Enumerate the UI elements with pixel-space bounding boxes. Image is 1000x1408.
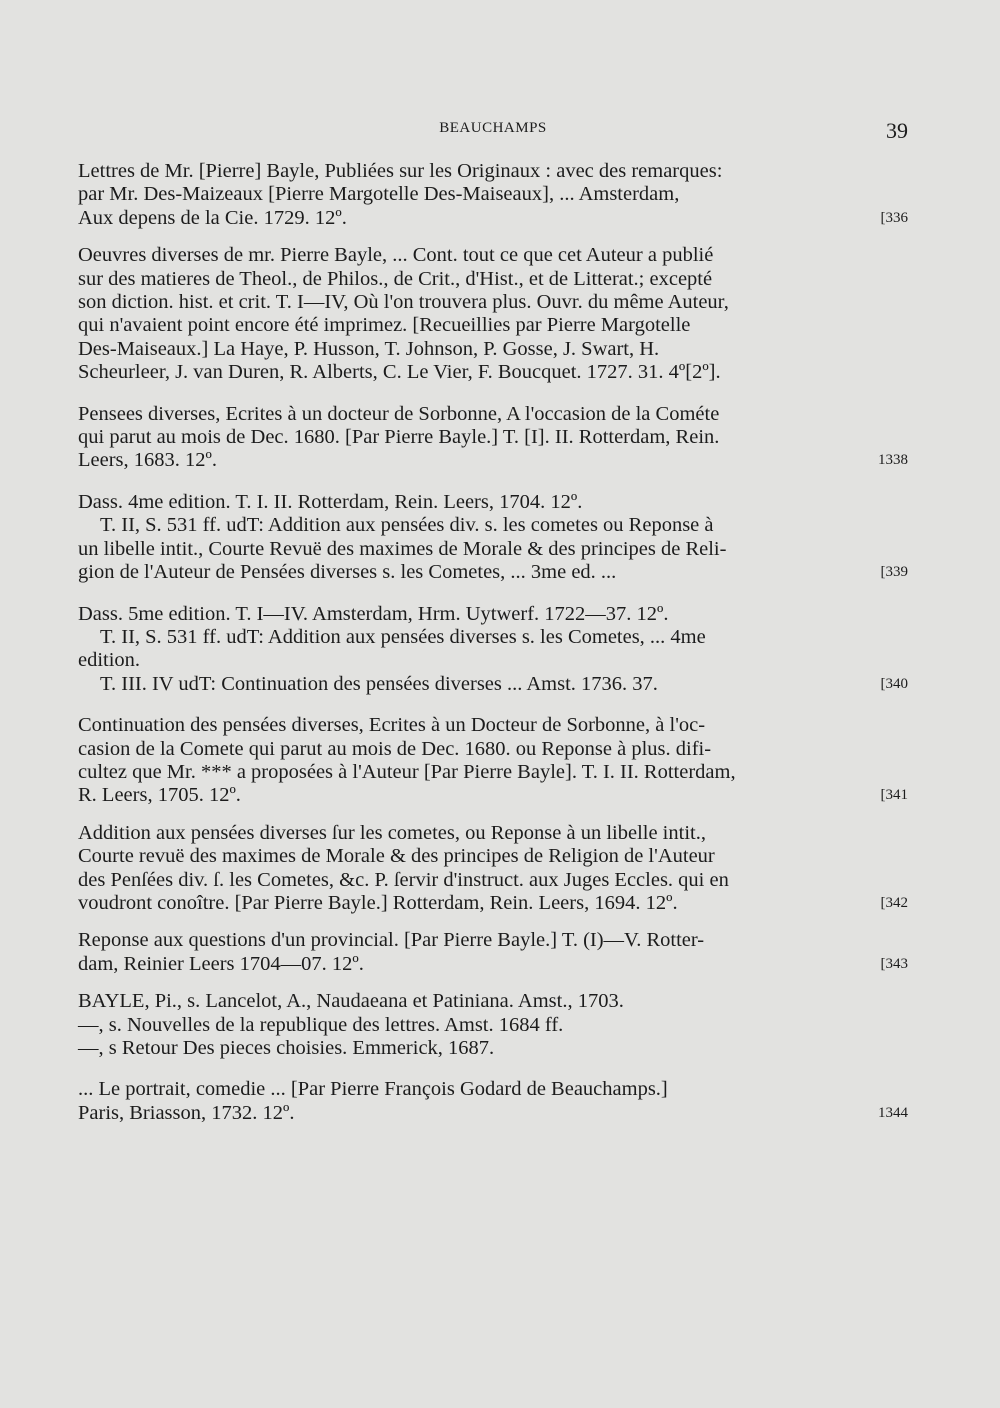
entry-number: [340 — [880, 675, 908, 692]
entry-338 — [78, 403, 908, 473]
entry-line: Scheurleer, J. van Duren, R. Alberts, C. Le Vier, F. Boucquet. 1727. 31. 4º[2º]. — [78, 361, 721, 384]
entry-number: [342 — [880, 894, 908, 911]
entry-number: [341 — [880, 787, 908, 804]
entry-line: ... Le portrait, comedie ... [Par Pierre François Godard de Beauchamps.] — [78, 1078, 668, 1101]
entry-line: qui n'avaient point encore été imprimez. [Recueillies par Pierre Margotelle — [78, 314, 691, 337]
cross-reference-block — [78, 990, 908, 1060]
entry-339 — [78, 491, 908, 585]
entry-344 — [78, 1078, 908, 1125]
entry-number: [336 — [880, 209, 908, 226]
entry-line: R. Leers, 1705. 12º. — [78, 784, 241, 807]
entry-line: T. II, S. 531 ff. udT: Addition aux pensées div. s. les cometes ou Reponse à — [100, 514, 714, 537]
entry-line: Paris, Briasson, 1732. 12º. — [78, 1101, 295, 1124]
entry-line: Continuation des pensées diverses, Ecrites à un Docteur de Sorbonne, à l'oc- — [78, 714, 706, 737]
entry-line: cultez que Mr. *** a proposées à l'Auteur [Par Pierre Bayle]. T. I. II. Rotterdam, — [78, 760, 736, 783]
entry-line: gion de l'Auteur de Pensées diverses s. les Cometes, ... 3me ed. ... — [78, 561, 617, 584]
entry-336 — [78, 160, 908, 230]
entry-line: edition. — [78, 649, 141, 672]
entry-340 — [78, 603, 908, 697]
entry-number: 1344 — [878, 1104, 908, 1121]
entry-342 — [78, 822, 908, 916]
entry-line: des Penſées div. ſ. les Cometes, &c. P. ſervir d'instruct. aux Juges Eccles. qui en — [78, 868, 729, 891]
entry-line: qui parut au mois de Dec. 1680. [Par Pierre Bayle.] T. [I]. II. Rotterdam, Rein. — [78, 426, 720, 449]
entry-line: Leers, 1683. 12º. — [78, 449, 218, 472]
entry-number: [343 — [880, 955, 908, 972]
entry-line: Lettres de Mr. [Pierre] Bayle, Publiées sur les Originaux : avec des remarques: — [78, 160, 723, 182]
entry-line: un libelle intit., Courte Revuë des maximes de Morale & des principes de Reli- — [78, 537, 727, 560]
entry-line: sur des matieres de Theol., de Philos., de Crit., d'Hist., et de Litterat.; excepté — [78, 267, 713, 290]
entry-line: casion de la Comete qui parut au mois de Dec. 1680. ou Reponse à plus. difi- — [78, 737, 712, 760]
entry-line: Pensees diverses, Ecrites à un docteur de Sorbonne, A l'occasion de la Cométe — [78, 402, 720, 425]
entry-line: dam, Reinier Leers 1704—07. 12º. — [78, 952, 364, 975]
entry-343 — [78, 929, 908, 976]
cross-reference-line: BAYLE, Pi., s. Lancelot, A., Naudaeana et Patiniana. Amst., 1703. — [78, 990, 624, 1013]
entry-number: 1338 — [878, 452, 908, 469]
page-header — [78, 118, 908, 148]
entry-line: Addition aux pensées diverses ſur les cometes, ou Reponse à un libelle intit., — [78, 821, 706, 844]
running-title: BEAUCHAMPS — [439, 120, 547, 136]
entry-337 — [78, 244, 908, 384]
entry-line: son diction. hist. et crit. T. I—IV, Où l'on trouvera plus. Ouvr. du même Auteur, — [78, 291, 729, 314]
entry-line: Des-Maiseaux.] La Haye, P. Husson, T. Johnson, P. Gosse, J. Swart, H. — [78, 337, 660, 360]
entry-line: Reponse aux questions d'un provincial. [Par Pierre Bayle.] T. (I)—V. Rotter- — [78, 929, 705, 952]
bibliography-entries — [78, 160, 908, 1125]
entry-line: voudront conoître. [Par Pierre Bayle.] Rotterdam, Rein. Leers, 1694. 12º. — [78, 891, 678, 914]
cross-reference-line: —, s. Nouvelles de la republique des lettres. Amst. 1684 ff. — [78, 1013, 564, 1036]
entry-line: Dass. 5me edition. T. I—IV. Amsterdam, Hrm. Uytwerf. 1722—37. 12º. — [78, 602, 669, 625]
entry-line: Courte revuë des maximes de Morale & des principes de Religion de l'Auteur — [78, 845, 715, 868]
page-number: 39 — [886, 118, 908, 143]
entry-341 — [78, 714, 908, 808]
entry-line: par Mr. Des-Maizeaux [Pierre Margotelle Des-Maiseaux], ... Amsterdam, — [78, 183, 680, 206]
cross-reference-line: —, s Retour Des pieces choisies. Emmerick, 1687. — [78, 1037, 495, 1059]
entry-line: T. III. IV udT: Continuation des pensées diverses ... Amst. 1736. 37. — [100, 672, 658, 695]
entry-line: Aux depens de la Cie. 1729. 12º. — [78, 206, 347, 229]
entry-line: Dass. 4me edition. T. I. II. Rotterdam, Rein. Leers, 1704. 12º. — [78, 490, 583, 513]
entry-line: Oeuvres diverses de mr. Pierre Bayle, ... Cont. tout ce que cet Auteur a publié — [78, 244, 714, 267]
entry-number: [339 — [880, 564, 908, 581]
entry-line: T. II, S. 531 ff. udT: Addition aux pensées diverses s. les Cometes, ... 4me — [100, 625, 706, 648]
